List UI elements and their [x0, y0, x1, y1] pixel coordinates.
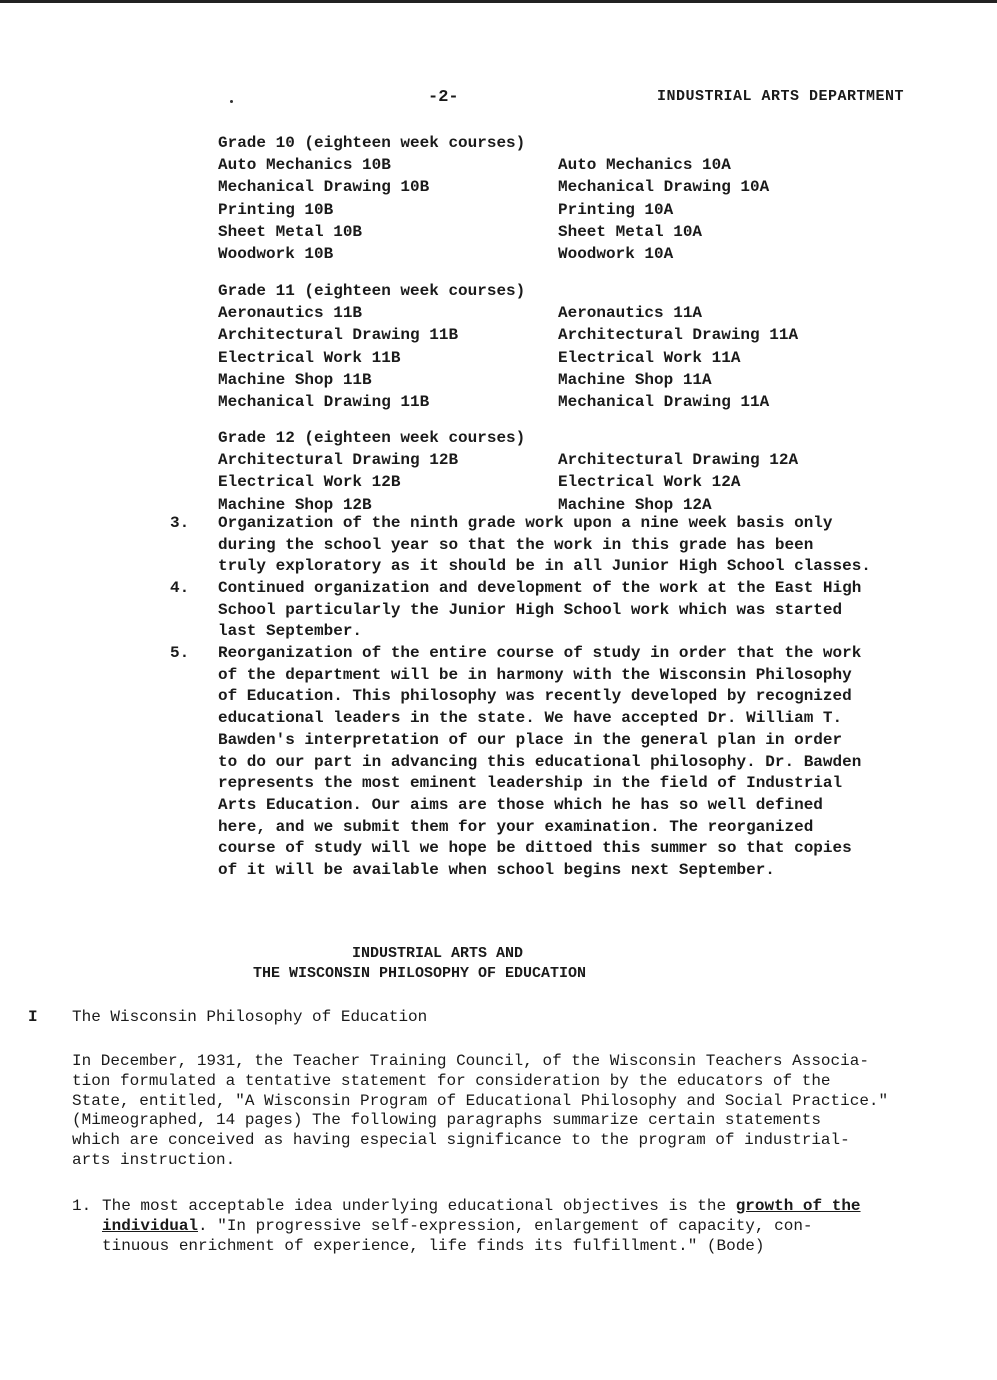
text-line: Reorganization of the entire course of study in order that the work: [218, 644, 862, 662]
text-line: truly exploratory as it should be in all Junior High School classes.: [218, 557, 871, 576]
course-row: [218, 176, 770, 198]
course-row: [218, 243, 674, 265]
text-line: [102, 1216, 861, 1236]
text-span: . "In progressive self-expression, enlargement of capacity, con-: [198, 1217, 813, 1235]
course-b: Printing 10B: [218, 200, 334, 219]
text-line: State, entitled, "A Wisconsin Program of Educational Philosophy and Social Practice.": [72, 1091, 889, 1110]
text-line: of Education. This philosophy was recently developed by recognized: [218, 687, 852, 706]
course-row: [218, 221, 703, 243]
course-b: Auto Mechanics 10B: [218, 156, 391, 175]
course-b: Mechanical Drawing 11B: [218, 392, 430, 411]
item-number: 3.: [170, 514, 190, 532]
course-b: Electrical Work 12B: [218, 473, 401, 492]
course-row: [218, 347, 741, 369]
course-b: Woodwork 10B: [218, 244, 334, 263]
text-line: In December, 1931, the Teacher Training Council, of the Wisconsin Teachers Associa-: [72, 1052, 869, 1070]
course-b: Machine Shop 12B: [218, 495, 372, 514]
text-span: The most acceptable idea underlying educational objectives is the: [102, 1197, 736, 1215]
text-line: here, and we submit them for your examination. The reorganized: [218, 817, 814, 836]
item-text: [218, 578, 948, 643]
text-line: tion formulated a tentative statement for consideration by the educators of the: [72, 1071, 831, 1090]
course-row: [218, 154, 731, 176]
grade-title: Grade 10 (eighteen week courses): [218, 134, 526, 152]
course-b: Machine Shop 11B: [218, 370, 372, 389]
course-a: Architectural Drawing 11A: [558, 326, 799, 345]
course-a: Electrical Work 11A: [558, 348, 741, 367]
course-a: Sheet Metal 10A: [558, 222, 703, 241]
grade-title: Grade 12 (eighteen week courses): [218, 429, 526, 447]
text-line: of it will be available when school begins next September.: [218, 861, 775, 880]
course-a: Electrical Work 12A: [558, 473, 741, 492]
grade-12-block: [218, 427, 799, 516]
course-a: Architectural Drawing 12A: [558, 451, 799, 470]
course-row: [218, 324, 799, 346]
text-line: to do our part in advancing this educational philosophy. Dr. Bawden: [218, 752, 862, 771]
course-a: Mechanical Drawing 11A: [558, 392, 770, 411]
intro-paragraph: [72, 1052, 888, 1171]
course-a: Printing 10A: [558, 200, 674, 219]
course-row: [218, 449, 799, 471]
item-text: [218, 643, 948, 882]
course-b: Architectural Drawing 11B: [218, 326, 459, 345]
text-line: (Mimeographed, 14 pages) The following paragraphs summarize certain statements: [72, 1111, 821, 1130]
course-a: Aeronautics 11A: [558, 304, 703, 323]
course-a: Woodwork 10A: [558, 244, 674, 263]
item-text: [218, 513, 948, 578]
text-line: during the school year so that the work in this grade has been: [218, 535, 814, 554]
underlined-text: individual: [102, 1217, 199, 1235]
stray-mark: [230, 100, 233, 103]
item-number: 1.: [72, 1197, 92, 1215]
section-title-line-1: INDUSTRIAL ARTS AND: [352, 945, 524, 962]
course-b: Sheet Metal 10B: [218, 222, 363, 241]
grade-title: Grade 11 (eighteen week courses): [218, 282, 526, 300]
text-line: School particularly the Junior High School work which was started: [218, 600, 843, 619]
text-line: which are conceived as having especial significance to the program of industrial-: [72, 1131, 850, 1150]
item-number: 4.: [170, 579, 190, 597]
course-b: Architectural Drawing 12B: [218, 451, 459, 470]
text-line: course of study will we hope be dittoed this summer so that copies: [218, 839, 852, 858]
top-edge-rule: [0, 0, 997, 3]
department-header: INDUSTRIAL ARTS DEPARTMENT: [657, 88, 905, 105]
grade-11-block: [218, 280, 799, 413]
course-row: [218, 369, 712, 391]
text-line: Arts Education. Our aims are those which he has so well defined: [218, 795, 823, 814]
grade-10-block: [218, 132, 770, 265]
course-a: Mechanical Drawing 10A: [558, 178, 770, 197]
roman-numeral: I: [28, 1008, 38, 1026]
text-line: of the department will be in harmony with the Wisconsin Philosophy: [218, 665, 852, 684]
text-line: last September.: [218, 622, 363, 641]
text-line: arts instruction.: [72, 1150, 236, 1169]
course-row: [218, 302, 703, 324]
text-line: [102, 1196, 861, 1216]
course-row: [218, 471, 741, 493]
text-line: Organization of the ninth grade work upon a nine week basis only: [218, 514, 833, 532]
item-number: 5.: [170, 644, 190, 662]
item-text: [102, 1196, 861, 1256]
course-a: Machine Shop 12A: [558, 495, 712, 514]
course-a: Auto Mechanics 10A: [558, 156, 731, 175]
course-b: Mechanical Drawing 10B: [218, 178, 430, 197]
section-title-line-2: THE WISCONSIN PHILOSOPHY OF EDUCATION: [253, 965, 587, 982]
text-line: educational leaders in the state. We have accepted Dr. William T.: [218, 709, 843, 728]
course-b: Aeronautics 11B: [218, 304, 363, 323]
course-b: Electrical Work 11B: [218, 348, 401, 367]
section-heading: The Wisconsin Philosophy of Education: [72, 1008, 428, 1026]
text-line: represents the most eminent leadership in the field of Industrial: [218, 774, 843, 793]
course-row: [218, 391, 770, 413]
underlined-text: growth of the: [735, 1197, 861, 1215]
text-line: Bawden's interpretation of our place in the general plan in order: [218, 730, 843, 749]
text-line: Continued organization and development of the work at the East High: [218, 579, 862, 597]
page-number: -2-: [428, 88, 459, 107]
text-line: tinuous enrichment of experience, life finds its fulfillment." (Bode): [102, 1237, 765, 1255]
course-row: [218, 199, 674, 221]
course-a: Machine Shop 11A: [558, 370, 712, 389]
